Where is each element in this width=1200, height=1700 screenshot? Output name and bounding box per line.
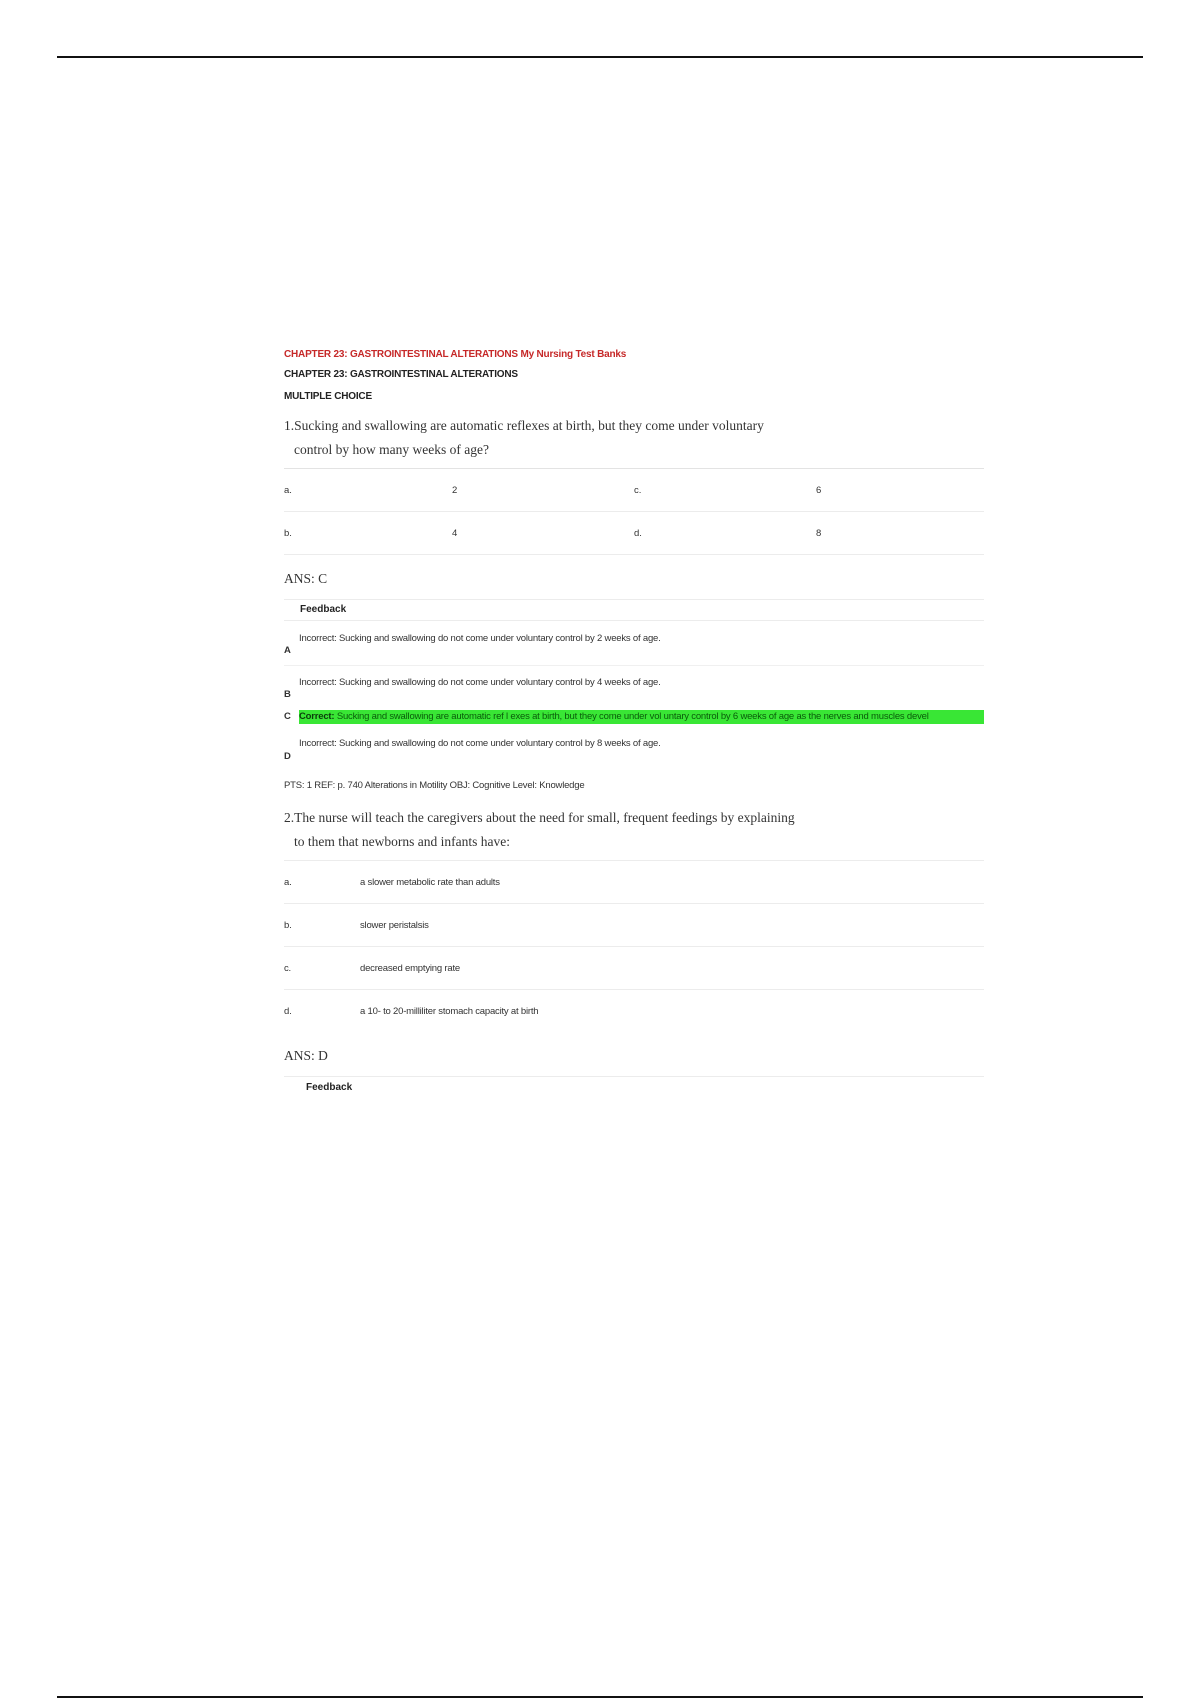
option-value: 6 (816, 484, 822, 496)
question-1-line-2: control by how many weeks of age? (294, 442, 489, 457)
option-row (284, 990, 984, 1032)
option-text: decreased emptying rate (360, 962, 460, 974)
option-value: 8 (816, 527, 822, 539)
option-letter: b. (284, 527, 292, 539)
question-1-answer: ANS: C (284, 559, 984, 600)
options-row (284, 512, 984, 555)
option-row (284, 861, 984, 904)
feedback-row-a (284, 621, 984, 666)
question-1-options (284, 468, 984, 555)
feedback-text: Sucking and swallowing are automatic ref l exes at birth, but they come under vol untary control by 6 weeks of age as the nerves and muscles devel (336, 711, 929, 722)
option-row (284, 904, 984, 947)
question-1-meta: PTS: 1 REF: p. 740 Alterations in Motility OBJ: Cognitive Level: Knowledge (284, 780, 585, 791)
question-2-options (284, 860, 984, 1032)
top-rule (57, 56, 1143, 58)
option-letter: d. (284, 1005, 292, 1017)
feedback-highlight (299, 710, 984, 724)
option-text: a slower metabolic rate than adults (360, 876, 500, 888)
option-value: 2 (452, 484, 458, 496)
document-content (284, 348, 984, 1099)
feedback-letter: D (284, 751, 291, 762)
feedback-letter: B (284, 689, 291, 700)
options-row (284, 469, 984, 512)
option-letter: d. (634, 527, 642, 539)
feedback-text: Incorrect: Sucking and swallowing do not come under voluntary control by 2 weeks of age. (299, 633, 661, 644)
bottom-rule (57, 1696, 1143, 1698)
question-2-line-1: 2.The nurse will teach the caregivers about the need for small, frequent feedings by explaining (284, 810, 795, 825)
option-row (284, 947, 984, 990)
header-red: CHAPTER 23: GASTROINTESTINAL ALTERATIONS My Nursing Test Banks (284, 349, 627, 360)
question-2 (284, 806, 984, 854)
option-letter: a. (284, 876, 292, 888)
feedback-header-2: Feedback (306, 1082, 353, 1093)
chapter-title: CHAPTER 23: GASTROINTESTINAL ALTERATIONS (284, 369, 518, 380)
feedback-row-b (284, 666, 984, 708)
question-2-line-2: to them that newborns and infants have: (294, 834, 510, 849)
question-1 (284, 414, 984, 462)
option-letter: b. (284, 919, 292, 931)
option-value: 4 (452, 527, 458, 539)
feedback-letter: A (284, 645, 291, 656)
feedback-header: Feedback (284, 600, 984, 621)
option-letter: a. (284, 484, 292, 496)
option-text: slower peristalsis (360, 919, 429, 931)
option-letter: c. (634, 484, 642, 496)
option-letter: c. (284, 962, 291, 974)
question-2-answer: ANS: D (284, 1036, 984, 1077)
question-1-line-1: 1.Sucking and swallowing are automatic reflexes at birth, but they come under voluntary (284, 418, 764, 433)
section-title: MULTIPLE CHOICE (284, 391, 372, 402)
feedback-letter: C (284, 711, 291, 722)
feedback-text: Incorrect: Sucking and swallowing do not come under voluntary control by 4 weeks of age. (299, 677, 661, 688)
option-text: a 10- to 20-milliliter stomach capacity at birth (360, 1005, 539, 1017)
feedback-text: Incorrect: Sucking and swallowing do not come under voluntary control by 8 weeks of age. (299, 738, 661, 749)
correct-prefix: Correct: (299, 711, 335, 722)
feedback-row-d (284, 726, 984, 770)
feedback-row-c-correct (284, 708, 984, 726)
